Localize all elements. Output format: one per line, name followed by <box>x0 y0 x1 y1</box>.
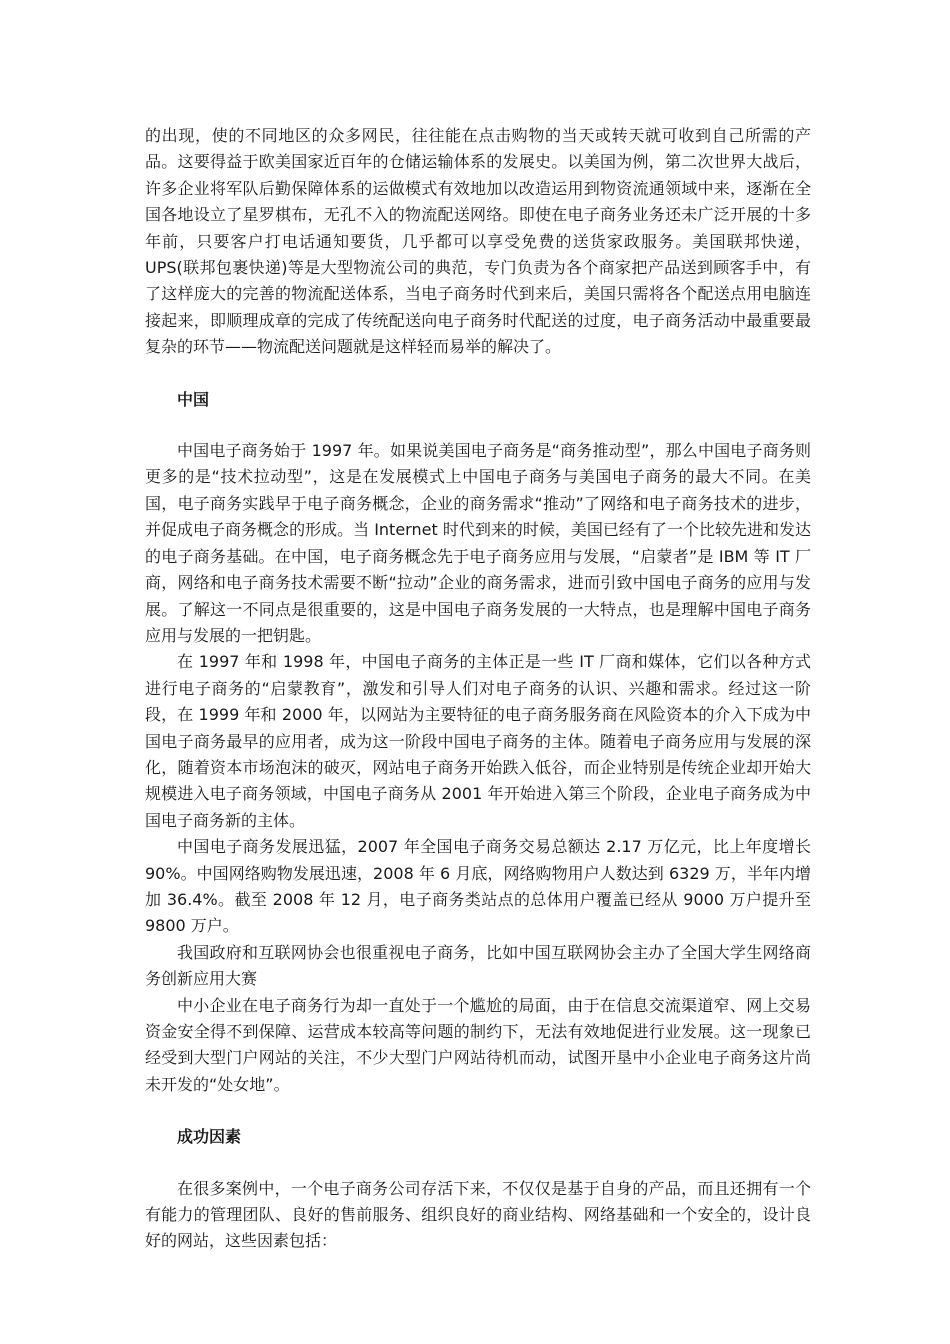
spacer <box>145 1151 811 1176</box>
china-paragraph-3: 中国电子商务发展迅猛，2007 年全国电子商务交易总额达 2.17 万亿元，比上年度增长 90%。中国网络购物发展迅速，2008 年 6 月底，网络购物用户人数达到 6329 万，半年内增加 36.4%。截至 2008 年 12 月，电子商务类站点的总体用户覆盖已经从 9000 万户提升至 9800 万户。 <box>145 837 811 936</box>
spacer <box>145 1098 811 1124</box>
spacer <box>145 413 811 438</box>
document-page <box>145 123 811 1255</box>
section-heading-china: 中国 <box>177 389 210 409</box>
spacer <box>145 361 811 387</box>
china-paragraph-4: 我国政府和互联网协会也很重视电子商务，比如中国互联网协会主办了全国大学生网络商务创新应用大赛 <box>145 942 811 989</box>
success-paragraph: 在很多案例中，一个电子商务公司存活下来，不仅仅是基于自身的产品，而且还拥有一个有能力的管理团队、良好的售前服务、组织良好的商业结构、网络基础和一个安全的，设计良好的网站，这些因素包括： <box>145 1178 811 1251</box>
china-paragraph-5: 中小企业在电子商务行为却一直处于一个尴尬的局面，由于在信息交流渠道窄、网上交易资金安全得不到保障、运营成本较高等问题的制约下，无法有效地促进行业发展。这一现象已经受到大型门户网站的关注，不少大型门户网站待机而动，试图开垦中小企业电子商务这片尚未开发的“处女地”。 <box>145 995 811 1094</box>
intro-paragraph: 的出现，使的不同地区的众多网民，往往能在点击购物的当天或转天就可收到自己所需的产品。这要得益于欧美国家近百年的仓储运输体系的发展史。以美国为例，第二次世界大战后，许多企业将军队后勤保障体系的运做模式有效地加以改造运用到物资流通领域中来，逐渐在全国各地设立了星罗棋布，无孔不入的物流配送网络。即使在电子商务业务还未广泛开展的十多年前，只要客户打电话通知要货，几乎都可以享受免费的送货家政服务。美国联邦快递，UPS(联邦包裹快递)等是大型物流公司的典范，专门负责为各个商家把产品送到顾客手中，有了这样庞大的完善的物流配送体系，当电子商务时代到来后，美国只需将各个配送点用电脑连接起来，即顺理成章的完成了传统配送向电子商务时代配送的过度，电子商务活动中最重要最复杂的环节——物流配送问题就是这样轻而易举的解决了。 <box>145 126 811 357</box>
china-paragraph-1: 中国电子商务始于 1997 年。如果说美国电子商务是“商务推动型”，那么中国电子商务则更多的是“技术拉动型”，这是在发展模式上中国电子商务与美国电子商务的最大不同。在美国，电子商务实践早于电子商务概念，企业的商务需求“推动”了网络和电子商务技术的进步，并促成电子商务概念的形成。当 Internet 时代到来的时候，美国已经有了一个比较先进和发达的电子商务基础。在中国，电子商务概念先于电子商务应用与发展，“启蒙者”是 IBM 等 IT 厂商，网络和电子商务技术需要不断“拉动”企业的商务需求，进而引致中国电子商务的应用与发展。了解这一不同点是很重要的，这是中国电子商务发展的一大特点，也是理解中国电子商务应用与发展的一把钥匙。 <box>145 441 811 645</box>
section-heading-success-factors: 成功因素 <box>177 1127 242 1147</box>
china-paragraph-2: 在 1997 年和 1998 年，中国电子商务的主体正是一些 IT 厂商和媒体，它们以各种方式进行电子商务的“启蒙教育”，激发和引导人们对电子商务的认识、兴趣和需求。经过这一阶段，在 1999 年和 2000 年，以网站为主要特征的电子商务服务商在风险资本的介入下成为中国电子商务最早的应用者，成为这一阶段中国电子商务的主体。随着电子商务应用与发展的深化，随着资本市场泡沫的破灭，网站电子商务开始跌入低谷，而企业特别是传统企业却开始大规模进入电子商务领域，中国电子商务从 2001 年开始进入第三个阶段，企业电子商务成为中国电子商务新的主体。 <box>145 652 811 830</box>
